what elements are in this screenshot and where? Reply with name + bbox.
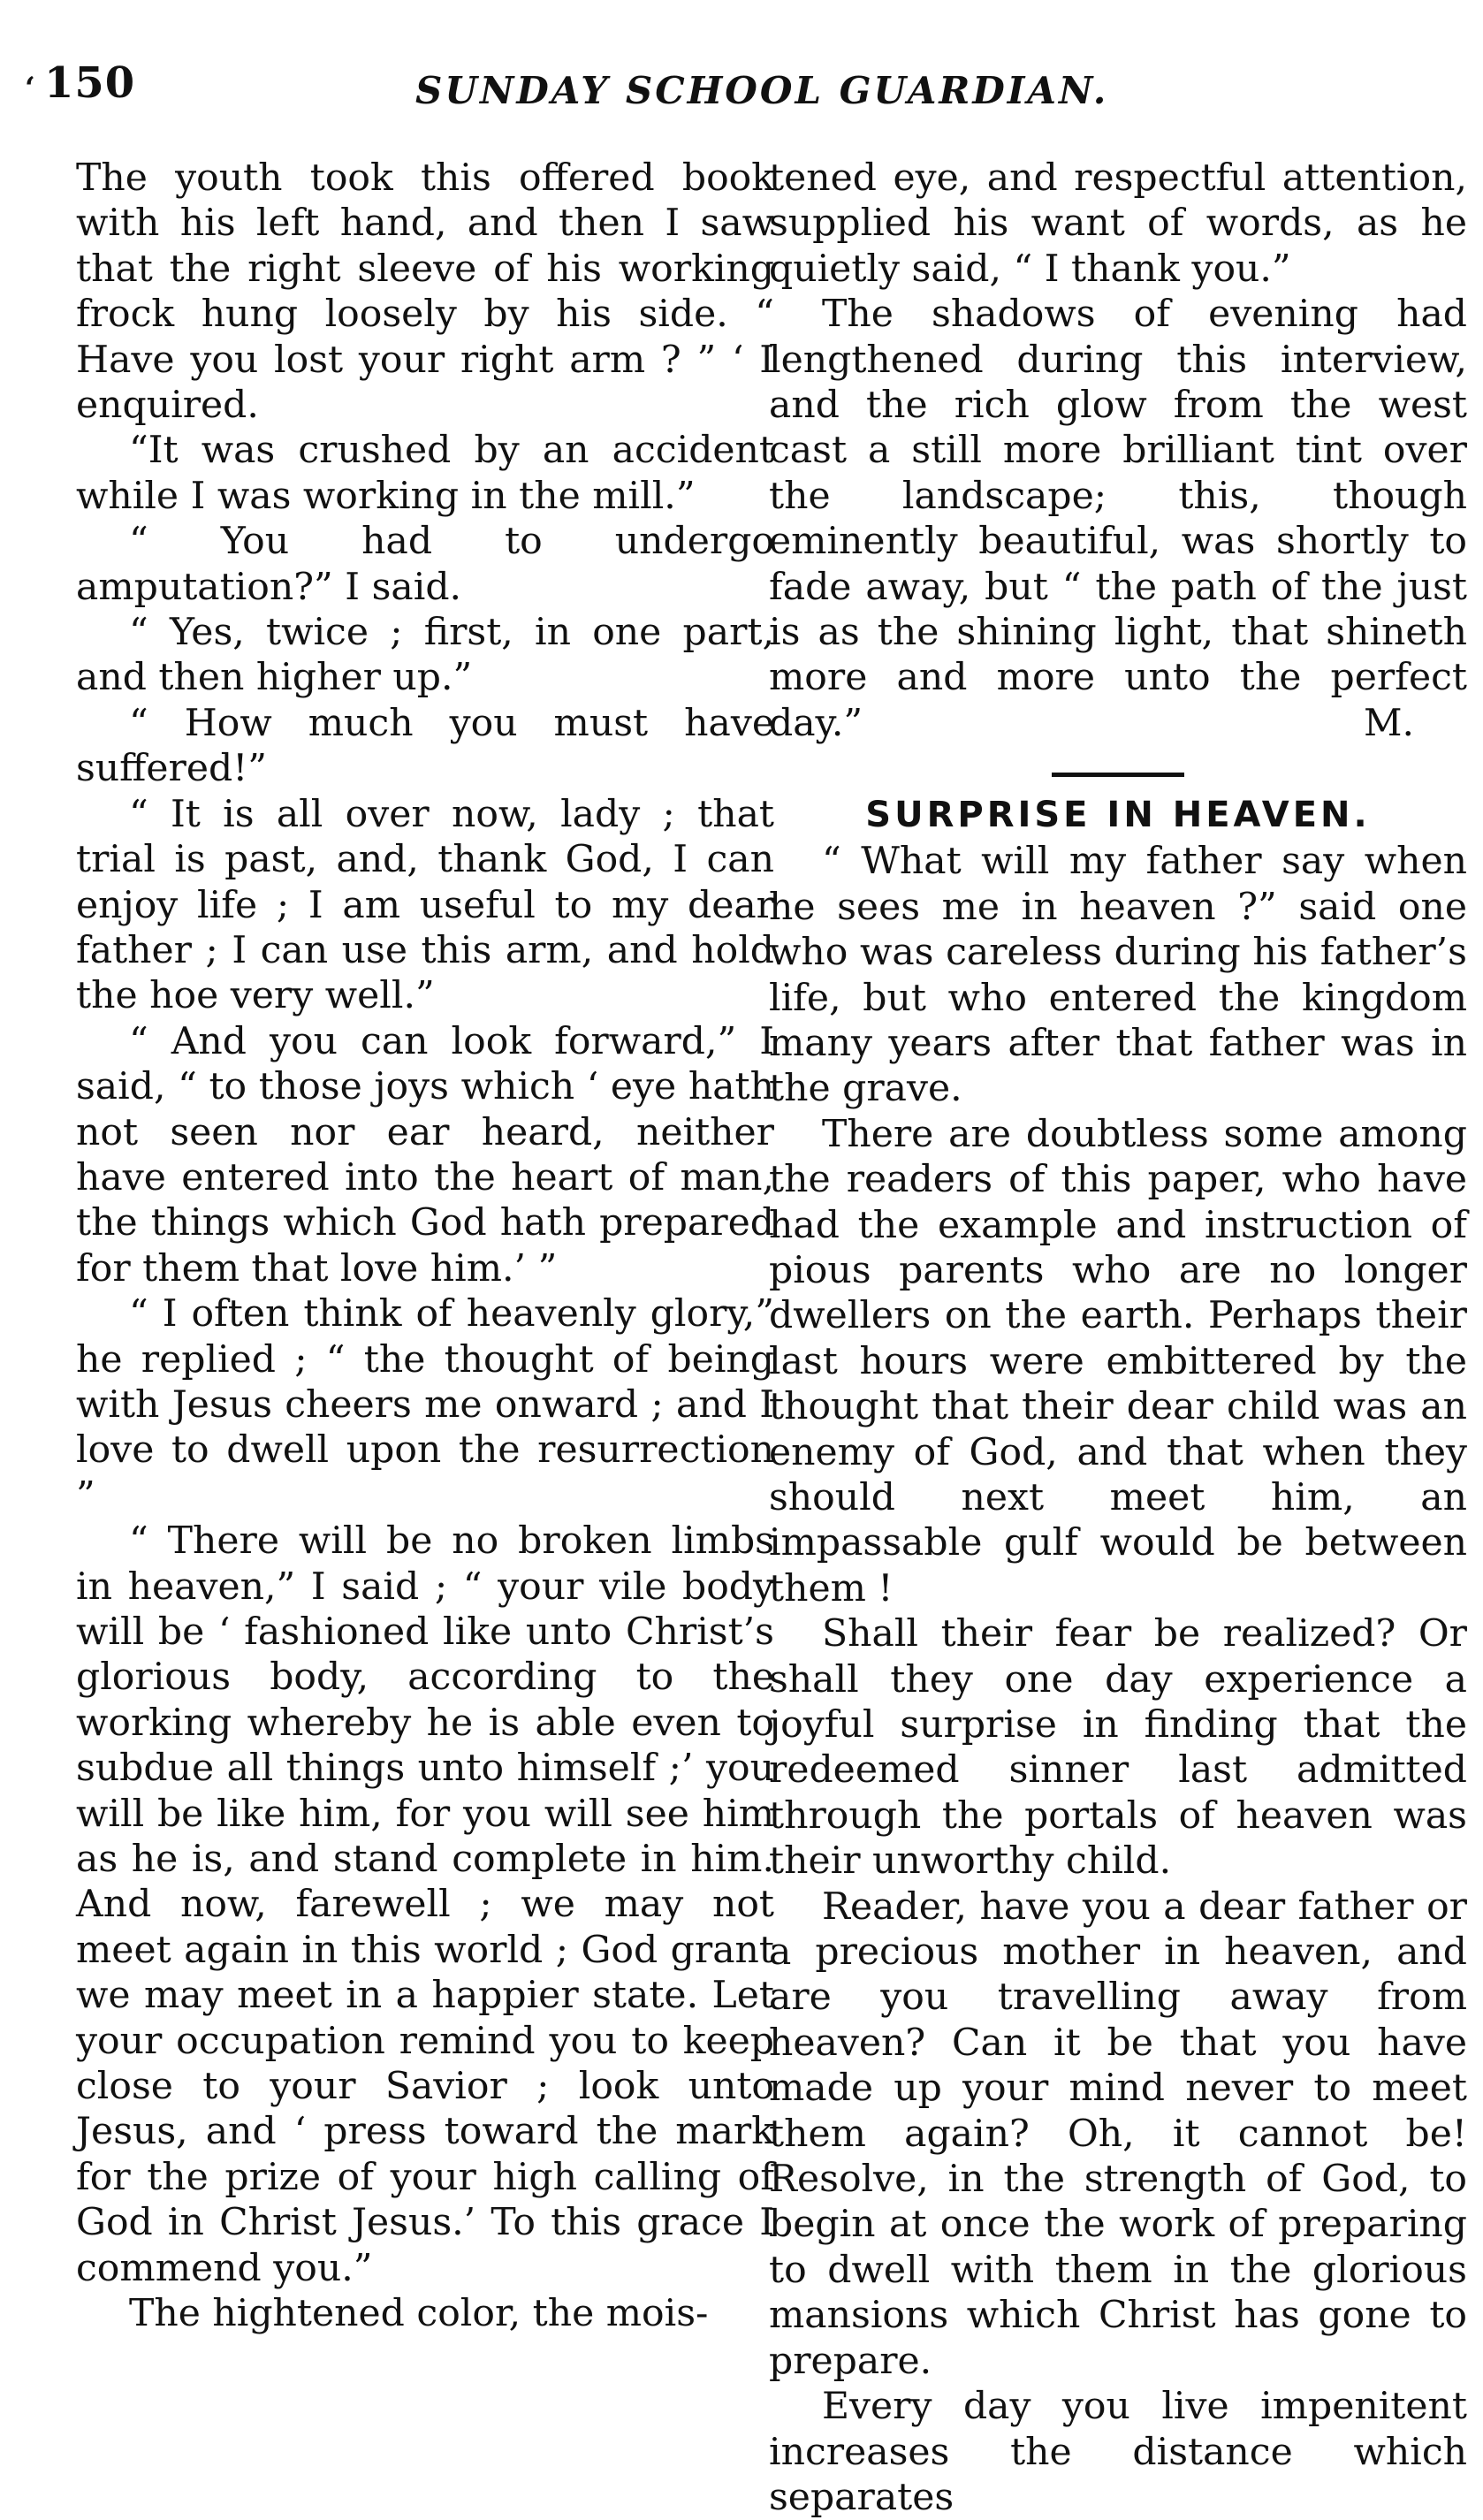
paragraph: Shall their fear be realized? Or shall they one day experience a joyful surprise in finding that the redeemed sinner last admitted through the portals of heaven was their unworthy child. — [769, 1612, 1467, 1884]
paragraph: “ How much you must have suffered!” — [76, 701, 774, 791]
left-column — [76, 156, 774, 2337]
paragraph: “It was crushed by an accident while I was working in the mill.” — [76, 429, 774, 518]
paragraph: “ It is all over now, lady ; that trial is past, and, thank God, I can enjoy life ; I am useful to my dear father ; I can use this arm, and hold the hoe very well.” — [76, 792, 774, 1018]
section-heading: SURPRISE IN HEAVEN. — [865, 795, 1371, 836]
running-head: SUNDAY SCHOOL GUARDIAN. — [415, 69, 1109, 112]
paragraph: “ There will be no broken limbs in heaven,” I said ; “ your vile body will be ‘ fashioned like unto Christ’s glorious body, according to the working whereby he is able even to subdue all things unto himself ;’ you will be like him, for you will see him as he is, and stand complete in him. And now, farewell ; we may not meet again in this world ; God grant we may meet in a happier state. Let your occupation remind you to keep close to your Savior ; look unto Jesus, and ‘ press toward the mark for the prize of your high calling of God in Christ Jesus.’ To this grace I commend you.” — [76, 1519, 774, 2290]
paragraph: Every day you live impenitent increases the distance which separates — [769, 2385, 1467, 2519]
paragraph: “ You had to undergo amputation?” I said. — [76, 520, 774, 609]
paragraph: “ Yes, twice ; first, in one part, and then higher up.” — [76, 611, 774, 700]
page-header — [0, 0, 1483, 133]
section-divider — [1052, 773, 1184, 777]
right-column — [769, 156, 1467, 2520]
paragraph-continuation: tened eye, and respectful attention, supplied his want of words, as he quietly said, “ I thank you.” — [769, 156, 1467, 291]
stray-quote-mark: ‘ — [25, 71, 35, 106]
paragraph-text: The shadows of evening had lengthened during this interview, and the rich glow from the west cast a still more brilliant tint over the landscape; this, though eminently beautiful, was shortly to fade away, but “ the path of the just is as the shining light, that shineth more and more unto the perfect day.” — [769, 293, 1467, 745]
paragraph: “ What will my father say when he sees me in heaven ?” said one who was careless during his father’s life, but who entered the kingdom many years after that father was in the grave. — [769, 840, 1467, 1111]
paragraph: “ I often think of heavenly glory,” he replied ; “ the thought of being with Jesus cheers me onward ; and I love to dwell upon the resurrection ” — [76, 1292, 774, 1518]
paragraph: There are doubtless some among the readers of this paper, who have had the example and instruction of pious parents who are no longer dwellers on the earth. Perhaps their last hours were embittered by the thought that their dear child was an enemy of God, and that when they should next meet him, an impassable gulf would be between them ! — [769, 1112, 1467, 1610]
paragraph: The hightened color, the mois- — [129, 2292, 709, 2336]
author-signature: M. — [1363, 701, 1414, 745]
paragraph: “ And you can look forward,” I said, “ to those joys which ‘ eye hath not seen nor ear heard, neither have entered into the heart of man, the things which God hath prepared for them that love him.’ ” — [76, 1019, 774, 1290]
page-number: 150 — [44, 58, 136, 108]
paragraph: Reader, have you a dear father or a precious mother in heaven, and are you travelling away from heaven? Can it be that you have made up your mind never to meet them again? Oh, it cannot be! Resolve, in the strength of God, to begin at once the work of preparing to dwell with them in the glorious mansions which Christ has gone to prepare. — [769, 1884, 1467, 2383]
paragraph: The youth took this offered book with his left hand, and then I saw that the right sleeve of his working frock hung loosely by his side. “ Have you lost your right arm ? ” ‘ I enquired. — [76, 156, 774, 428]
paragraph-shadows — [769, 292, 1467, 746]
